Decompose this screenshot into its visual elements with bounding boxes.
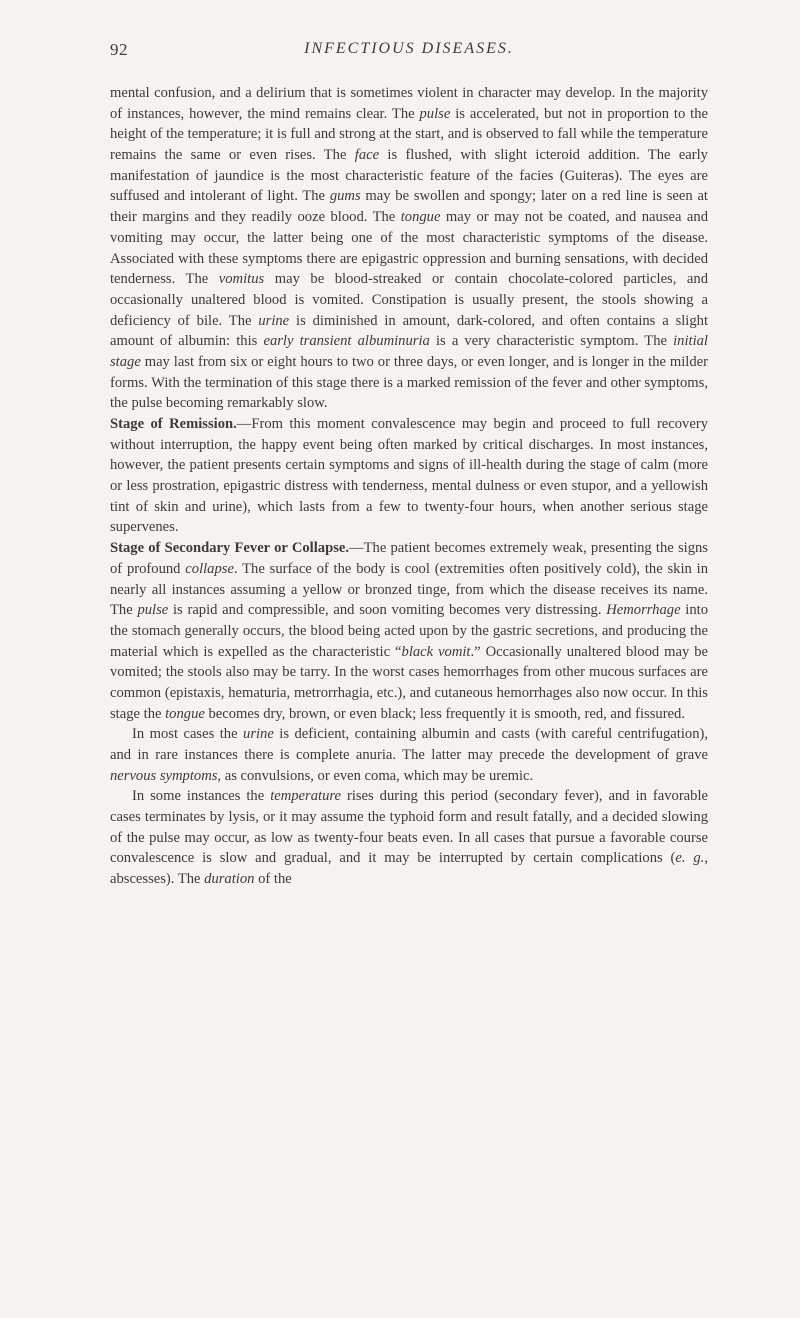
emphasis: Hemorrhage	[606, 602, 681, 619]
text-run: —From this moment convalescence may begin and proceed to full recovery without interruption, the happy event being often marked by critical discharges. In most instances, however, the patient presents certain symptoms and signs of ill-health during the stage of calm (more or less prostration, epigastric distress with tenderness, mental dulness or even stupor, and a yellowish tint of skin and urine), which lasts from a few to twenty-four hours, when another serious stage supervenes.	[110, 416, 708, 536]
text-run: into the stomach generally occurs, the blood being acted upon by the gastric secretions, and producing the material which is expelled as the characteristic “	[110, 602, 709, 660]
text-run: may be swollen and spongy; later on a red line is seen at their margins and they readily ooze blood. The	[110, 188, 708, 226]
text-run: is a very characteristic symptom. The	[429, 333, 674, 350]
emphasis: early transient albuminuria	[263, 333, 430, 350]
text-run: may or may not be coated, and nausea and vomiting may occur, the latter being one of the most characteristic symptoms of the disease. Associated with these symptoms there are epigastric oppression and burning sensations, with decided tenderness. The	[110, 209, 708, 288]
text-run: In most cases the	[132, 726, 244, 743]
emphasis: urine	[258, 312, 290, 329]
text-run: .” Occasionally unaltered blood may be vomited; the stools also may be tarry. In the worst cases hemorrhages from other mucous surfaces are common (epistaxis, hematuria, metrorrhagia, etc.), and cutaneous hemorrhages also now occur. In this stage the	[110, 643, 708, 722]
text-run: is rapid and compressible, and soon vomiting becomes very distressing.	[168, 602, 607, 619]
emphasis: pulse	[419, 105, 451, 122]
emphasis: vomitus	[218, 271, 265, 288]
text-run: of the	[254, 871, 292, 888]
emphasis: duration	[204, 871, 255, 888]
text-run: , abscesses). The	[110, 850, 708, 888]
text-run: becomes dry, brown, or even black; less frequently it is smooth, red, and fissured.	[204, 705, 685, 722]
text-run: , as convulsions, or even coma, which may be uremic.	[217, 767, 534, 784]
text-run: In some instances the	[132, 788, 271, 805]
paragraph	[110, 538, 708, 724]
body-text	[110, 83, 708, 890]
text-run: is flushed, with slight icteroid addition. The early manifestation of jaundice is the most characteristic feature of the facies (Guiteras). The eyes are suffused and intolerant of light. The	[110, 147, 708, 205]
paragraph	[110, 83, 708, 414]
text-run: may be blood-streaked or contain chocolate-colored particles, and occasionally unaltered blood is vomited. Constipation is usually present, the stools showing a deficiency of bile. The	[110, 271, 709, 329]
text-run: rises during this period (secondary fever), and in favorable cases terminates by lysis, or it may assume the typhoid form and result fatally, and a decided slowing of the pulse may occur, as low as twenty-four beats even. In all cases that pursue a favorable course convalescence is slow and gradual, and it may be interrupted by certain complications (	[110, 788, 708, 867]
paragraph	[110, 724, 708, 786]
paragraph	[110, 786, 708, 889]
text-run: . The surface of the body is cool (extremities often positively cold), the skin in nearly all instances assuming a yellow or bronzed tinge, from which the disease receives its name. The	[110, 560, 708, 619]
text-run: is deficient, containing albumin and casts (with careful centrifugation), and in rare instances there is complete anuria. The latter may precede the development of grave	[110, 726, 708, 763]
text-run: is accelerated, but not in proportion to the height of the temperature; it is full and strong at the start, and is observed to fall while the temperature remains the same or even rises. The	[110, 105, 708, 164]
emphasis: collapse	[185, 560, 234, 577]
emphasis: pulse	[137, 602, 169, 619]
page-header	[110, 40, 708, 66]
text-run: may last from six or eight hours to two or three days, or even longer, and is longer in the milder forms. With the termination of this stage there is a marked remission of the fever and other symptoms, the pulse becoming remarkably slow.	[110, 353, 708, 412]
emphasis: tongue	[165, 705, 205, 722]
emphasis: e. g.	[675, 850, 705, 867]
text-run: mental confusion, and a delirium that is sometimes violent in character may develop. In the majority of instances, however, the mind remains clear. The	[110, 85, 708, 122]
text-run: —The patient becomes extremely weak, presenting the signs of profound	[110, 540, 708, 577]
emphasis: nervous symptoms	[110, 767, 218, 784]
section-heading: Stage of Secondary Fever or Collapse.	[110, 540, 350, 557]
emphasis: tongue	[400, 209, 441, 226]
emphasis: initial stage	[110, 333, 708, 370]
emphasis: face	[354, 147, 380, 164]
page-number: 92	[110, 40, 128, 59]
running-title: INFECTIOUS DISEASES.	[304, 40, 514, 57]
emphasis: black vomit	[401, 643, 471, 660]
emphasis: gums	[329, 188, 361, 205]
section-heading: Stage of Remission.	[110, 416, 237, 432]
text-run: is diminished in amount, dark-colored, and often contains a slight amount of albumin: this	[110, 312, 709, 350]
emphasis: temperature	[270, 788, 341, 805]
emphasis: urine	[243, 726, 274, 743]
paragraph	[110, 414, 708, 538]
